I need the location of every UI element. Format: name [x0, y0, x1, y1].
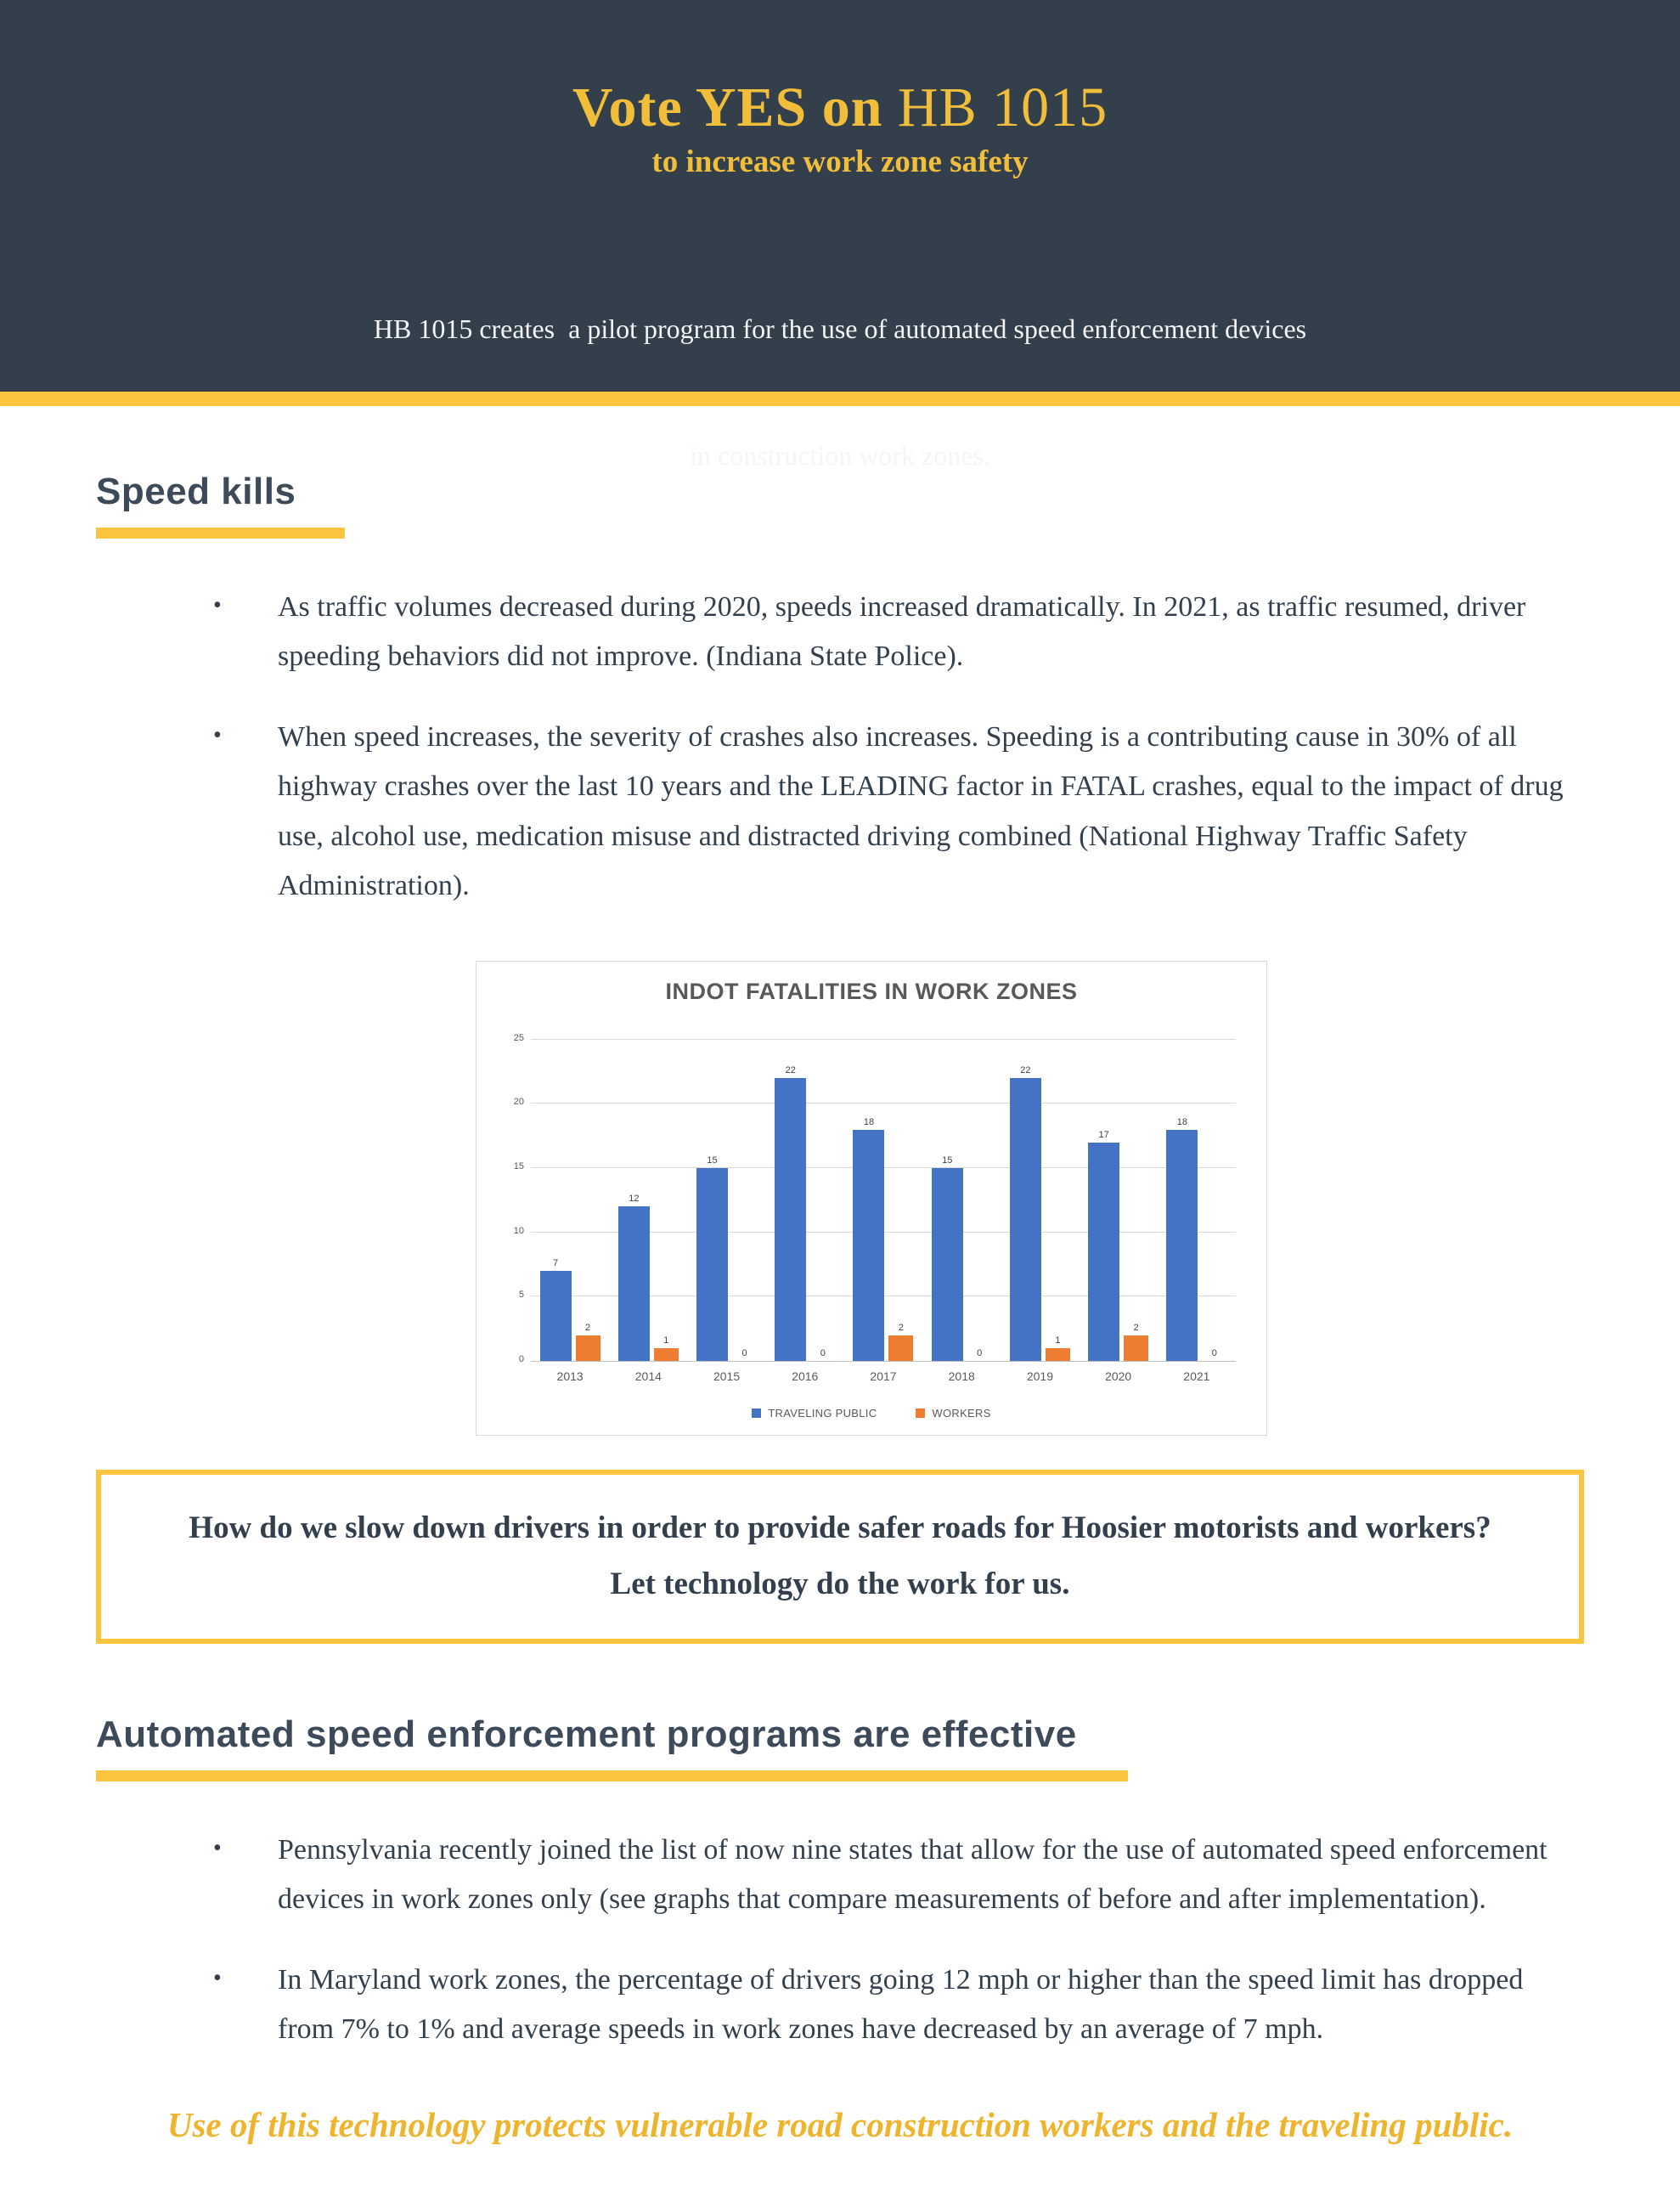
chart-plot-area — [513, 1032, 1236, 1364]
data-label: 1 — [663, 1335, 669, 1346]
bar — [540, 1271, 572, 1361]
chart-bar-column — [967, 1041, 992, 1361]
chart-bar-column — [932, 1041, 963, 1361]
section-heading-speed-kills: Speed kills — [96, 471, 296, 512]
x-axis-tick-label: 2017 — [870, 1369, 897, 1383]
list-item — [96, 583, 1584, 682]
legend-label: WORKERS — [932, 1406, 991, 1420]
legend-item — [916, 1407, 990, 1420]
data-label: 17 — [1098, 1129, 1109, 1140]
data-label: 22 — [785, 1065, 796, 1076]
data-label: 15 — [707, 1155, 718, 1166]
legend-item — [752, 1407, 877, 1420]
bullet-icon: • — [213, 1835, 222, 1861]
data-label: 0 — [977, 1347, 983, 1358]
speed-kills-bullet-list — [96, 583, 1584, 912]
x-axis-tick-label: 2013 — [556, 1369, 583, 1383]
x-axis-tick-label: 2019 — [1026, 1369, 1053, 1383]
intro-line-1: HB 1015 creates a pilot program for the use of automated speed enforcement devices — [373, 313, 1307, 345]
bar — [1088, 1143, 1119, 1361]
intro-line-2: in construction work zones. — [690, 440, 990, 471]
header-banner — [0, 0, 1680, 471]
data-label: 2 — [898, 1322, 905, 1333]
bar — [932, 1168, 963, 1361]
chart-bar-group — [1158, 1041, 1236, 1361]
chart-bar-column — [1124, 1041, 1148, 1361]
chart-bar-group — [1080, 1041, 1158, 1361]
data-label: 0 — [1211, 1347, 1217, 1358]
page-subtitle: to increase work zone safety — [651, 144, 1029, 180]
bar — [654, 1348, 679, 1361]
bar — [618, 1206, 650, 1360]
bullet-text: When speed increases, the severity of crashes also increases. Speeding is a contributing cause in 30% of all highway crashes over the last 10 years and the LEADING factor in FATAL crashes, equal to the impact of drug use, alcohol use, medication misuse and distracted driving combined (National Highway Traffic Safety Administration). — [278, 720, 1564, 902]
callout-line-1: How do we slow down drivers in order to provide safer roads for Hoosier motorists and workers? — [189, 1510, 1491, 1545]
page-title-rest: HB 1015 — [882, 76, 1108, 138]
x-axis-tick-label: 2020 — [1105, 1369, 1132, 1383]
x-axis-tick-label: 2016 — [792, 1369, 819, 1383]
heading-underline — [96, 528, 345, 539]
data-label: 7 — [553, 1257, 559, 1268]
bullet-text: Pennsylvania recently joined the list of now nine states that allow for the use of automated speed enforcement devices in work zones only (see graphs that compare measurements of before and after implementation). — [278, 1834, 1548, 1916]
bullet-text: As traffic volumes decreased during 2020, speeds increased dramatically. In 2021, as traffic resumed, driver speeding behaviors did not improve. (Indiana State Police). — [278, 591, 1526, 673]
bar — [1010, 1078, 1041, 1361]
chart-gridline — [513, 1032, 1236, 1043]
chart-bar-column — [810, 1041, 835, 1361]
callout-box — [96, 1470, 1584, 1644]
x-axis-tick-label: 2014 — [634, 1369, 662, 1383]
legend-swatch-icon — [916, 1408, 925, 1418]
footer-tagline: Use of this technology protects vulnerable road construction workers and the traveling public. — [166, 2104, 1514, 2144]
chart-bar-group — [844, 1041, 922, 1361]
chart-bar-column — [654, 1041, 679, 1361]
data-label: 1 — [1055, 1335, 1061, 1346]
y-axis-tick-label: 25 — [513, 1032, 524, 1043]
chart-bar-column — [732, 1041, 757, 1361]
callout-line-2: Let technology do the work for us. — [610, 1567, 1070, 1602]
data-label: 18 — [863, 1116, 875, 1127]
data-label: 0 — [820, 1347, 826, 1358]
y-axis-tick-label: 20 — [513, 1097, 524, 1108]
bar — [853, 1130, 884, 1361]
chart-bar-group — [766, 1041, 844, 1361]
legend-swatch-icon — [752, 1408, 761, 1418]
data-label: 18 — [1176, 1116, 1187, 1127]
chart-bar-column — [1202, 1041, 1226, 1361]
automated-enforcement-bullet-list — [96, 1826, 1584, 2055]
chart-x-axis-labels — [531, 1362, 1236, 1383]
legend-label: TRAVELING PUBLIC — [768, 1406, 877, 1420]
bar — [1124, 1335, 1148, 1361]
chart-bar-group — [922, 1041, 1001, 1361]
list-item — [96, 713, 1584, 912]
y-axis-tick-label: 0 — [518, 1353, 524, 1364]
page-title — [572, 78, 1108, 137]
bar — [888, 1335, 913, 1361]
bar — [576, 1335, 600, 1361]
chart-bar-column — [1088, 1041, 1119, 1361]
x-axis-tick-label: 2018 — [948, 1369, 975, 1383]
bullet-icon: • — [213, 592, 222, 618]
chart-bar-groups — [531, 1041, 1236, 1361]
data-label: 0 — [741, 1347, 747, 1358]
chart-bar-group — [1001, 1041, 1079, 1361]
chart-bar-column — [576, 1041, 600, 1361]
chart-bar-column — [775, 1041, 806, 1361]
data-label: 2 — [585, 1322, 591, 1333]
y-axis-tick-label: 10 — [513, 1225, 524, 1236]
chart-bar-column — [540, 1041, 572, 1361]
intro-paragraph — [374, 224, 1306, 562]
bullet-icon: • — [213, 1964, 222, 1991]
y-axis-tick-label: 5 — [518, 1290, 524, 1301]
bullet-text: In Maryland work zones, the percentage of drivers going 12 mph or higher than the speed limit has dropped from 7% to 1% and average speeds in work zones have decreased by an average of 7 mph. — [278, 1963, 1524, 2046]
page-content — [0, 471, 1680, 2055]
data-label: 22 — [1020, 1065, 1031, 1076]
chart-bar-column — [696, 1041, 728, 1361]
section-heading-automated-enforcement: Automated speed enforcement programs are effective — [96, 1713, 1077, 1755]
bar — [696, 1168, 728, 1361]
chart-bar-column — [888, 1041, 913, 1361]
chart-bar-column — [1166, 1041, 1198, 1361]
bar — [1166, 1130, 1198, 1361]
fatalities-bar-chart — [476, 961, 1267, 1436]
chart-bar-group — [531, 1041, 609, 1361]
data-label: 15 — [942, 1155, 953, 1166]
chart-bar-column — [853, 1041, 884, 1361]
list-item — [96, 1956, 1584, 2055]
list-item — [96, 1826, 1584, 1925]
bullet-icon: • — [213, 721, 222, 748]
chart-bar-column — [1046, 1041, 1070, 1361]
chart-bar-group — [687, 1041, 765, 1361]
chart-bar-column — [1010, 1041, 1041, 1361]
heading-underline — [96, 1770, 1128, 1781]
chart-legend — [495, 1407, 1248, 1420]
chart-title: INDOT FATALITIES IN WORK ZONES — [665, 978, 1078, 1004]
chart-bar-group — [609, 1041, 687, 1361]
bar — [1046, 1348, 1070, 1361]
chart-bar-column — [618, 1041, 650, 1361]
section-automated-enforcement — [96, 1713, 1584, 1781]
data-label: 12 — [629, 1194, 640, 1205]
page-title-strong: Vote YES on — [572, 76, 883, 138]
data-label: 2 — [1133, 1322, 1139, 1333]
x-axis-tick-label: 2021 — [1183, 1369, 1210, 1383]
bar — [775, 1078, 806, 1361]
y-axis-tick-label: 15 — [513, 1161, 524, 1172]
x-axis-tick-label: 2015 — [713, 1369, 741, 1383]
